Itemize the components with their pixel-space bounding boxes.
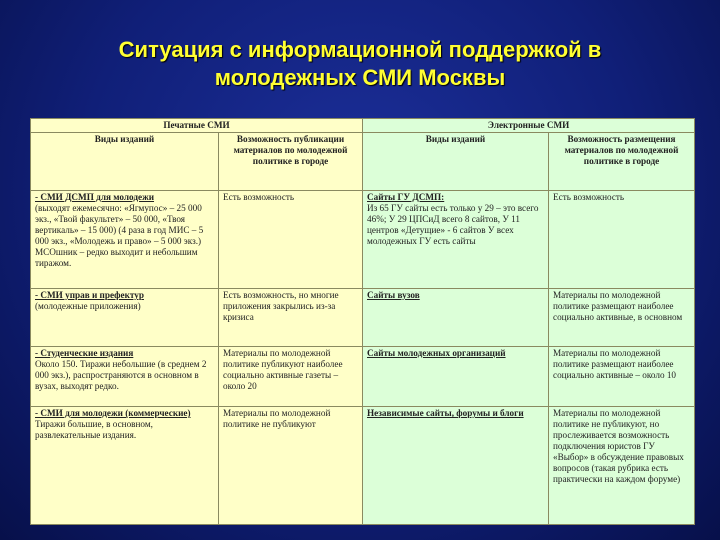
print-type-text: Тиражи большие, в основном, развлекательные издания.: [35, 419, 153, 440]
table-row: [31, 191, 695, 289]
print-type-text: Около 150. Тиражи небольшие (в среднем 2 000 экз.), распространяются в основном в вузах, выходят редко.: [35, 359, 207, 391]
print-types-cell: [31, 191, 219, 289]
slide-title-line-1: Ситуация с информационной поддержкой в: [118, 37, 602, 62]
group-header-print: Печатные СМИ: [31, 119, 363, 133]
print-type-head: - Студенческие издания: [35, 348, 134, 358]
print-types-cell: [31, 347, 219, 407]
electronic-types-cell: [363, 289, 549, 347]
electronic-ability-cell: Есть возможность: [549, 191, 695, 289]
print-ability-cell: Есть возможность: [219, 191, 363, 289]
print-types-cell: [31, 289, 219, 347]
print-types-cell: [31, 407, 219, 525]
electronic-types-cell: [363, 407, 549, 525]
electronic-type-head: Сайты молодежных организаций: [367, 348, 506, 358]
print-ability-cell: Материалы по молодежной политике публикуют наиболее социально активные газеты – около 20: [219, 347, 363, 407]
print-type-text: (выходят ежемесячно: «Ягмупос» – 25 000 экз., «Твой факультет» – 50 000, «Твоя вертикаль» – 15 000) (4 раза в год МИС – 5 000 экз., «Молодежь и право» – 5 000 экз.) МСОшник – редко выходит и небольшим тиражом.: [35, 203, 204, 268]
electronic-ability-cell: Материалы по молодежной политике размещают наиболее социально активные – около 10: [549, 347, 695, 407]
group-header-row: [31, 119, 695, 133]
electronic-ability-cell: Материалы по молодежной политике размещают наиболее социально активные, в основном: [549, 289, 695, 347]
electronic-type-text: Из 65 ГУ сайты есть только у 29 – это всего 46%; У 29 ЦПСиД всего 8 сайтов, У 11 центров «Детущие» - 6 сайтов У всех молодежных ГУ есть сайты: [367, 203, 539, 246]
electronic-types-cell: [363, 347, 549, 407]
print-type-head: - СМИ ДСМП для молодежи: [35, 192, 155, 202]
print-type-head: - СМИ управ и префектур: [35, 290, 144, 300]
col-header-electronic-types: Виды изданий: [363, 133, 549, 191]
table-row: [31, 289, 695, 347]
electronic-type-head: Сайты ГУ ДСМП:: [367, 192, 445, 202]
group-header-electronic: Электронные СМИ: [363, 119, 695, 133]
electronic-type-head: Сайты вузов: [367, 290, 420, 300]
table-row: [31, 407, 695, 525]
col-header-publication: Возможность публикации материалов по молодежной политике в городе: [219, 133, 363, 191]
col-header-print-types: Виды изданий: [31, 133, 219, 191]
col-header-placement: Возможность размещения материалов по молодежной политике в городе: [549, 133, 695, 191]
slide-title-line-2: молодежных СМИ Москвы: [214, 65, 506, 90]
electronic-ability-cell: Материалы по молодежной политике не публикуют, но прослеживается возможность подключения юристов ГУ «Выбор» в обсуждение правовых вопросов (такая рубрика есть практически на каждом форуме): [549, 407, 695, 525]
media-situation-table: [30, 118, 695, 525]
slide-title: [0, 36, 720, 92]
print-type-text: (молодежные приложения): [35, 301, 141, 311]
print-ability-cell: Материалы по молодежной политике не публикуют: [219, 407, 363, 525]
print-type-head: - СМИ для молодежи (коммерческие): [35, 408, 191, 418]
column-header-row: [31, 133, 695, 191]
table-row: [31, 347, 695, 407]
print-ability-cell: Есть возможность, но многие приложения закрылись из-за кризиса: [219, 289, 363, 347]
electronic-type-head: Независимые сайты, форумы и блоги: [367, 408, 524, 418]
electronic-types-cell: [363, 191, 549, 289]
